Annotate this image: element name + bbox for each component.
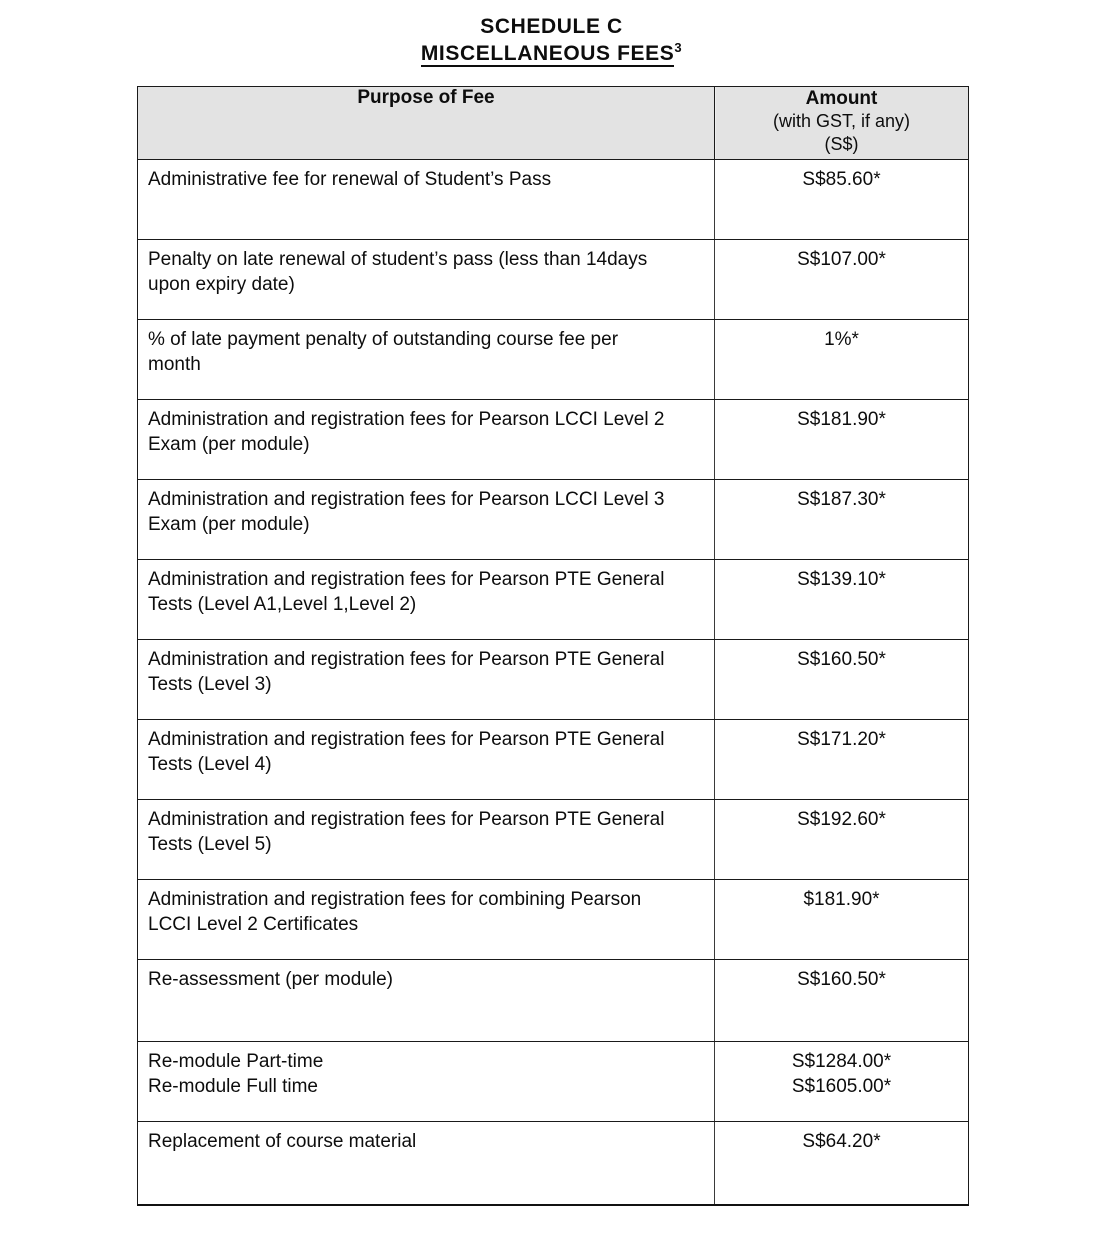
table-row [138, 1122, 969, 1205]
column-header-purpose [138, 87, 715, 160]
table-row [138, 720, 969, 800]
fee-purpose-line: Administration and registration fees for Pearson LCCI Level 3 [148, 489, 665, 510]
fee-purpose-cell [138, 480, 715, 560]
fee-amount-value: S$181.90* [797, 409, 886, 430]
fee-purpose-cell [138, 160, 715, 240]
fee-purpose-line: Administration and registration fees for Pearson PTE General [148, 809, 665, 830]
fee-purpose-line: Administrative fee for renewal of Student’s Pass [148, 169, 552, 190]
table-body [138, 160, 969, 1205]
footnote-marker: 3 [674, 40, 683, 55]
fee-amount-cell [715, 560, 969, 640]
title-underlined-text: MISCELLANEOUS FEES [420, 42, 675, 65]
fee-purpose-line: Administration and registration fees for Pearson PTE General [148, 569, 665, 590]
fee-purpose-line: Administration and registration fees for Pearson PTE General [148, 729, 665, 750]
fee-amount-value: $181.90* [803, 889, 880, 910]
miscellaneous-fees-table [137, 86, 969, 1206]
fee-amount-cell [715, 320, 969, 400]
column-header-amount-currency: (S$) [824, 134, 859, 154]
fee-amount-cell [715, 400, 969, 480]
fee-amount-cell [715, 1122, 969, 1205]
fee-purpose-line: Administration and registration fees for combining Pearson [148, 889, 642, 910]
fee-amount-value: S$171.20* [797, 729, 886, 750]
fee-purpose-cell [138, 1122, 715, 1205]
table-row [138, 240, 969, 320]
fee-amount-cell [715, 1042, 969, 1122]
fee-amount-value: S$64.20* [802, 1131, 881, 1152]
fee-purpose-line: Exam (per module) [148, 514, 310, 535]
fee-purpose-line: Tests (Level 5) [148, 834, 272, 855]
fee-amount-cell [715, 880, 969, 960]
fee-purpose-cell [138, 560, 715, 640]
table-row [138, 800, 969, 880]
fee-purpose-line: Exam (per module) [148, 434, 310, 455]
title-schedule-line: SCHEDULE C [480, 15, 623, 38]
fee-purpose-line: Tests (Level 4) [148, 754, 272, 775]
fee-amount-cell [715, 480, 969, 560]
fee-amount-cell [715, 160, 969, 240]
fee-purpose-line: Penalty on late renewal of student’s pass (less than 14days [148, 249, 648, 270]
fee-amount-value: S$1284.00* [791, 1051, 892, 1072]
fee-amount-value: S$107.00* [797, 249, 886, 270]
fee-purpose-line: Re-module Part-time [148, 1051, 324, 1072]
fee-purpose-cell [138, 720, 715, 800]
fee-amount-value: S$192.60* [797, 809, 886, 830]
fee-amount-cell [715, 720, 969, 800]
fee-purpose-line: Administration and registration fees for Pearson PTE General [148, 649, 665, 670]
fee-purpose-line: Replacement of course material [148, 1131, 417, 1152]
fee-amount-cell [715, 960, 969, 1042]
fee-purpose-cell [138, 960, 715, 1042]
table-row [138, 400, 969, 480]
fee-purpose-cell [138, 1042, 715, 1122]
fee-amount-value: S$139.10* [797, 569, 886, 590]
fee-amount-value: S$187.30* [797, 489, 886, 510]
table-row [138, 320, 969, 400]
fee-amount-value: S$160.50* [797, 649, 886, 670]
fee-purpose-line: Re-module Full time [148, 1076, 318, 1097]
fee-purpose-line: % of late payment penalty of outstanding course fee per [148, 329, 619, 350]
table-row [138, 480, 969, 560]
fee-purpose-cell [138, 400, 715, 480]
fee-amount-value: S$85.60* [802, 169, 881, 190]
fee-purpose-line: upon expiry date) [148, 274, 295, 295]
fee-purpose-line: Tests (Level 3) [148, 674, 272, 695]
fee-purpose-line: Tests (Level A1,Level 1,Level 2) [148, 594, 417, 615]
fee-amount-cell [715, 640, 969, 720]
table-row [138, 560, 969, 640]
column-header-purpose-label: Purpose of Fee [357, 87, 495, 108]
fee-amount-value: S$1605.00* [791, 1076, 892, 1097]
fee-purpose-line: Re-assessment (per module) [148, 969, 393, 990]
fee-purpose-cell [138, 640, 715, 720]
fee-purpose-line: Administration and registration fees for Pearson LCCI Level 2 [148, 409, 665, 430]
fee-purpose-line: month [148, 354, 201, 375]
table-row [138, 880, 969, 960]
column-header-amount-label: Amount [805, 88, 878, 109]
fee-purpose-cell [138, 880, 715, 960]
fee-amount-value: S$160.50* [797, 969, 886, 990]
table-header [138, 87, 969, 160]
fee-purpose-line: LCCI Level 2 Certificates [148, 914, 359, 935]
table-row [138, 1042, 969, 1122]
table-row [138, 160, 969, 240]
fee-amount-cell [715, 800, 969, 880]
table-header-row [138, 87, 969, 160]
fee-purpose-cell [138, 800, 715, 880]
title-miscellaneous-fees-line [0, 41, 1103, 67]
column-header-amount [715, 87, 969, 160]
fee-purpose-cell [138, 240, 715, 320]
fee-amount-cell [715, 240, 969, 320]
table-row [138, 960, 969, 1042]
column-header-amount-gst-note: (with GST, if any) [772, 111, 911, 131]
table-row [138, 640, 969, 720]
page-title [0, 14, 1103, 67]
fee-purpose-cell [138, 320, 715, 400]
fee-amount-value: 1%* [824, 329, 859, 350]
